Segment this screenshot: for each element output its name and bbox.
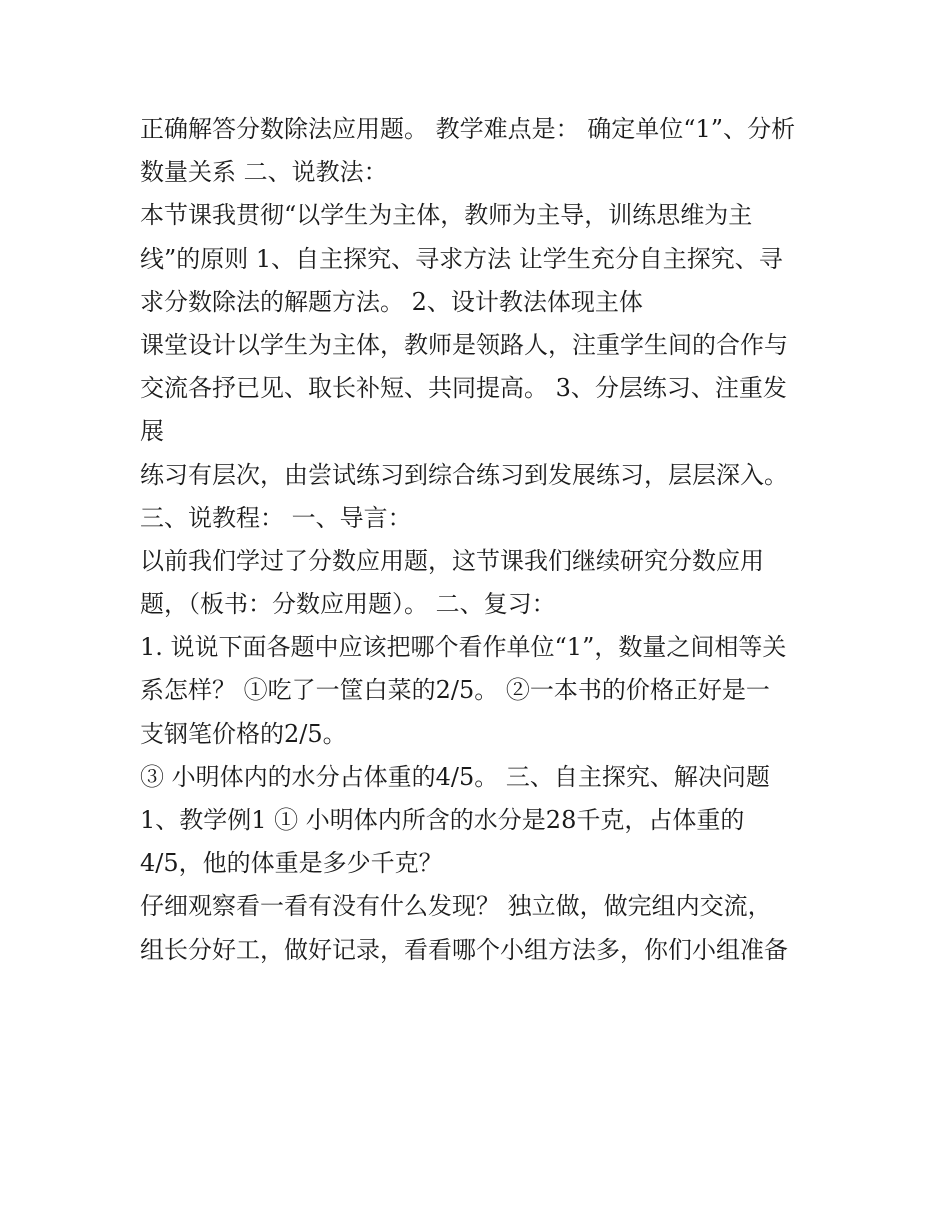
text-line: 仔细观察看一看有没有什么发现？ 独立做，做完组内交流， bbox=[140, 892, 772, 921]
text-line: 三、说教程： 一、导言： bbox=[140, 503, 412, 532]
text-line: 本节课我贯彻“以学生为主体，教师为主导，训练思维为主 bbox=[140, 201, 753, 230]
text-line: 以前我们学过了分数应用题，这节课我们继续研究分数应用 bbox=[140, 546, 764, 575]
text-line: 课堂设计以学生为主体，教师是领路人，注重学生间的合作与 bbox=[140, 330, 788, 359]
text-line: ③ 小明体内的水分占体重的4/5。 三、自主探究、解决问题 bbox=[140, 762, 770, 791]
text-line: 1、教学例1 ① 小明体内所含的水分是28千克，占体重的 bbox=[140, 806, 745, 834]
text-line: 题，（板书：分数应用题）。 二、复习： bbox=[140, 590, 556, 619]
text-line: 系怎样？ ①吃了一筐白菜的2/5。 ②一本书的价格正好是一 bbox=[140, 676, 770, 705]
text-line: 支钢笔价格的2/5。 bbox=[140, 719, 347, 748]
text-line: 组长分好工，做好记录，看看哪个小组方法多，你们小组准备 bbox=[140, 935, 788, 964]
text-line: 求分数除法的解题方法。 2、设计教法体现主体 bbox=[140, 287, 643, 316]
text-line: 1. 说说下面各题中应该把哪个看作单位“1”，数量之间相等关 bbox=[140, 633, 787, 662]
text-line: 正确解答分数除法应用题。 教学难点是： 确定单位“1”、分析 bbox=[140, 115, 796, 143]
text-line: 交流各抒已见、取长补短、共同提高。 3、分层练习、注重发 bbox=[140, 374, 787, 403]
text-line: 数量关系 二、说教法： bbox=[140, 158, 388, 187]
text-line: 练习有层次，由尝试练习到综合练习到发展练习，层层深入。 bbox=[140, 460, 788, 489]
text-line: 4/5，他的体重是多少千克？ bbox=[140, 849, 443, 878]
text-line: 线”的原则 1、自主探究、寻求方法 让学生充分自主探究、寻 bbox=[140, 244, 783, 273]
document-body bbox=[140, 108, 830, 972]
text-line: 展 bbox=[140, 417, 164, 446]
